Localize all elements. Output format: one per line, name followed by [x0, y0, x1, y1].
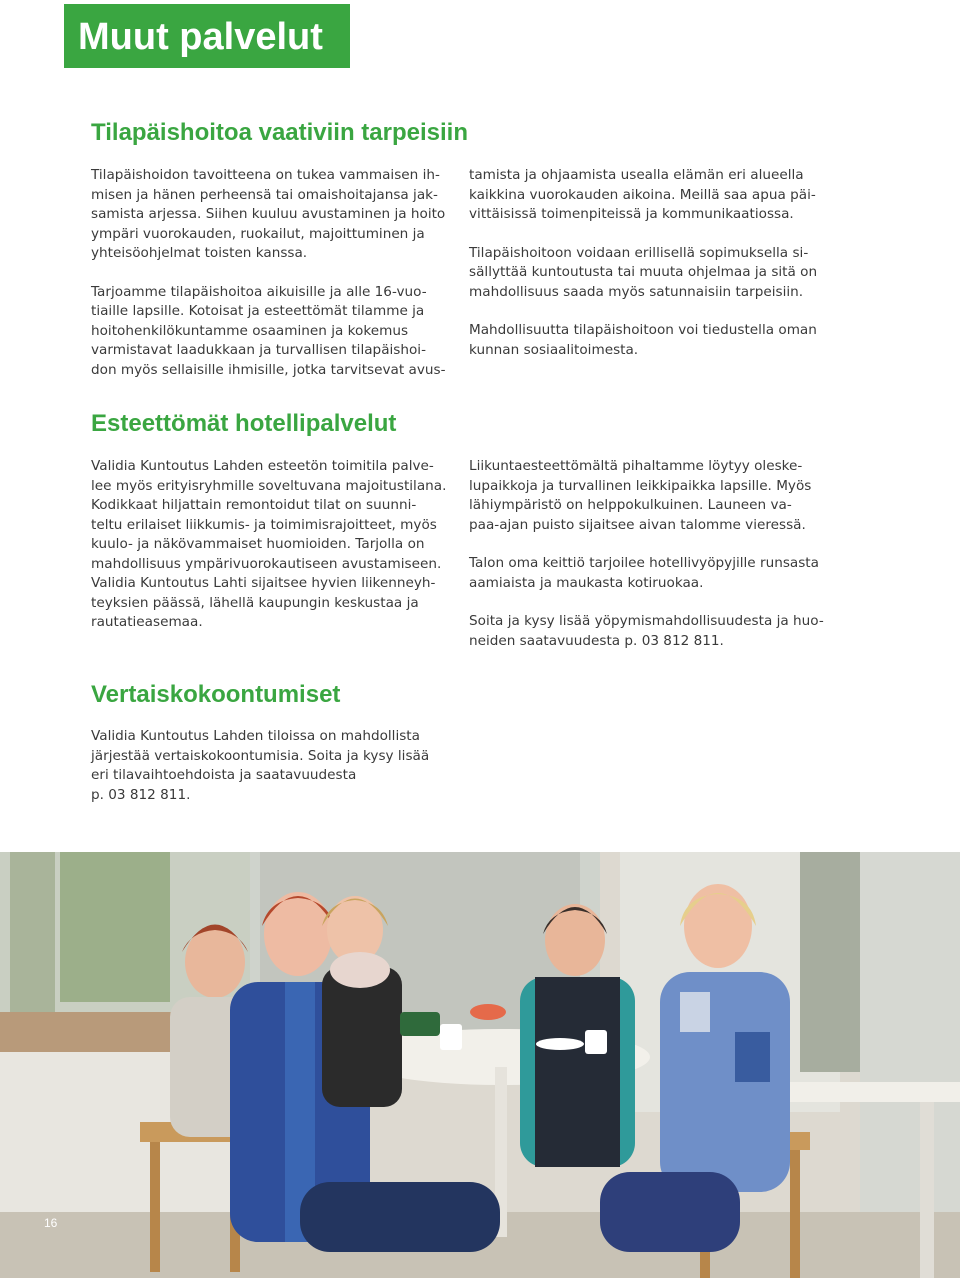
page-title: Muut palvelut — [78, 16, 323, 58]
group-photo — [0, 852, 960, 1278]
title-band — [64, 4, 350, 68]
column-hotelli-right — [469, 457, 829, 651]
text-line: Liikuntaesteettömältä pihaltamme löytyy oleske- — [469, 458, 803, 474]
text-line: mahdollisuus saada myös satunnaisiin tarpeisiin. — [469, 283, 804, 300]
paragraph — [91, 727, 447, 805]
text-line: lupaikkoja ja turvallinen leikkipaikka lapsille. Myös — [469, 477, 812, 494]
text-line: varmistavat laadukkaan ja turvallisen tilapäishoi- — [91, 342, 426, 358]
text-line: yhteisöohjelmat toisten kanssa. — [91, 245, 308, 261]
heading-tilapaishoito: Tilapäishoitoa vaativiin tarpeisiin — [91, 119, 469, 146]
text-line: aamiaista ja maukasta kotiruokaa. — [469, 574, 704, 591]
text-line: Validia Kuntoutus Lahden esteetön toimitila palve- — [91, 458, 434, 474]
paragraph — [469, 244, 829, 303]
text-line: hoitohenkilökuntamme osaaminen ja kokemus — [91, 322, 409, 339]
text-line: lähiympäristö on helppokulkuinen. Launeen va- — [469, 497, 792, 513]
text-line: mahdollisuus ympärivuorokautiseen avustamiseen. — [91, 555, 442, 572]
text-line: kaikkina vuorokauden aikoina. Meillä saa apua päi- — [469, 186, 816, 203]
text-line: kuulo- ja näkövammaiset huomioiden. Tarjolla on — [91, 536, 425, 552]
text-line: rautatieasemaa. — [91, 614, 203, 630]
column-vertais-left — [91, 727, 447, 805]
text-line: tiaille lapsille. Kotoisat ja esteettömät tilamme ja — [91, 303, 425, 319]
column-tilapaishoito-right — [469, 166, 829, 360]
column-tilapaishoito-left — [91, 166, 447, 380]
text-line: Mahdollisuutta tilapäishoitoon voi tiedustella oman — [469, 322, 817, 338]
text-line: Validia Kuntoutus Lahden tiloissa on mahdollista — [91, 728, 420, 744]
text-line: Soita ja kysy lisää yöpymismahdollisuudesta ja huo- — [469, 613, 824, 629]
text-line: don myös sellaisille ihmisille, jotka tarvitsevat avus- — [91, 361, 446, 378]
paragraph — [91, 166, 447, 264]
text-line: lee myös erityisryhmille soveltuvana majoitustilana. — [91, 477, 447, 494]
text-line: Tilapäishoidon tavoitteena on tukea vammaisen ih- — [91, 167, 440, 183]
paragraph — [91, 457, 447, 633]
text-line: Tarjoamme tilapäishoitoa aikuisille ja alle 16-vuo- — [91, 283, 427, 300]
paragraph — [469, 457, 829, 535]
page-number: 16 — [44, 1216, 58, 1230]
text-line: sällyttää kuntoutusta tai muuta ohjelmaa ja sitä on — [469, 264, 818, 280]
text-line: Kodikkaat hiljattain remontoidut tilat on suunni- — [91, 497, 417, 513]
text-line: eri tilavaihtoehdoista ja saatavuudesta — [91, 767, 357, 783]
text-line: teyksien päässä, lähellä kaupungin keskustaa ja — [91, 594, 419, 611]
text-line: kunnan sosiaalitoimesta. — [469, 341, 639, 358]
text-line: Validia Kuntoutus Lahti sijaitsee hyvien liikenneyh- — [91, 575, 436, 591]
heading-hotelli: Esteettömät hotellipalvelut — [91, 410, 397, 437]
text-line: järjestää vertaiskokoontumisia. Soita ja kysy lisää — [91, 747, 430, 764]
column-hotelli-left — [91, 457, 447, 633]
paragraph — [91, 283, 447, 381]
paragraph — [469, 554, 829, 593]
paragraph — [469, 612, 829, 651]
text-line: tamista ja ohjaamista usealla elämän eri alueella — [469, 167, 804, 183]
text-line: Talon oma keittiö tarjoilee hotellivyöpyjille runsasta — [469, 555, 819, 571]
text-line: paa-ajan puisto sijaitsee aivan talomme vieressä. — [469, 516, 806, 533]
text-line: Tilapäishoitoon voidaan erillisellä sopimuksella si- — [469, 244, 809, 261]
text-line: vittäisissä toimenpiteissä ja kommunikaatiossa. — [469, 206, 794, 222]
text-line: neiden saatavuudesta p. 03 812 811. — [469, 632, 724, 649]
paragraph — [469, 321, 829, 360]
heading-vertais: Vertaiskokoontumiset — [91, 681, 341, 708]
text-line: samista arjessa. Siihen kuuluu avustaminen ja hoito — [91, 206, 446, 222]
text-line: ympäri vuorokauden, ruokailut, majoittuminen ja — [91, 225, 425, 242]
text-line: p. 03 812 811. — [91, 786, 191, 803]
text-line: teltu erilaiset liikkumis- ja toimimisrajoitteet, myös — [91, 516, 437, 533]
text-line: misen ja hänen perheensä tai omaishoitajansa jak- — [91, 186, 438, 203]
paragraph — [469, 166, 829, 225]
